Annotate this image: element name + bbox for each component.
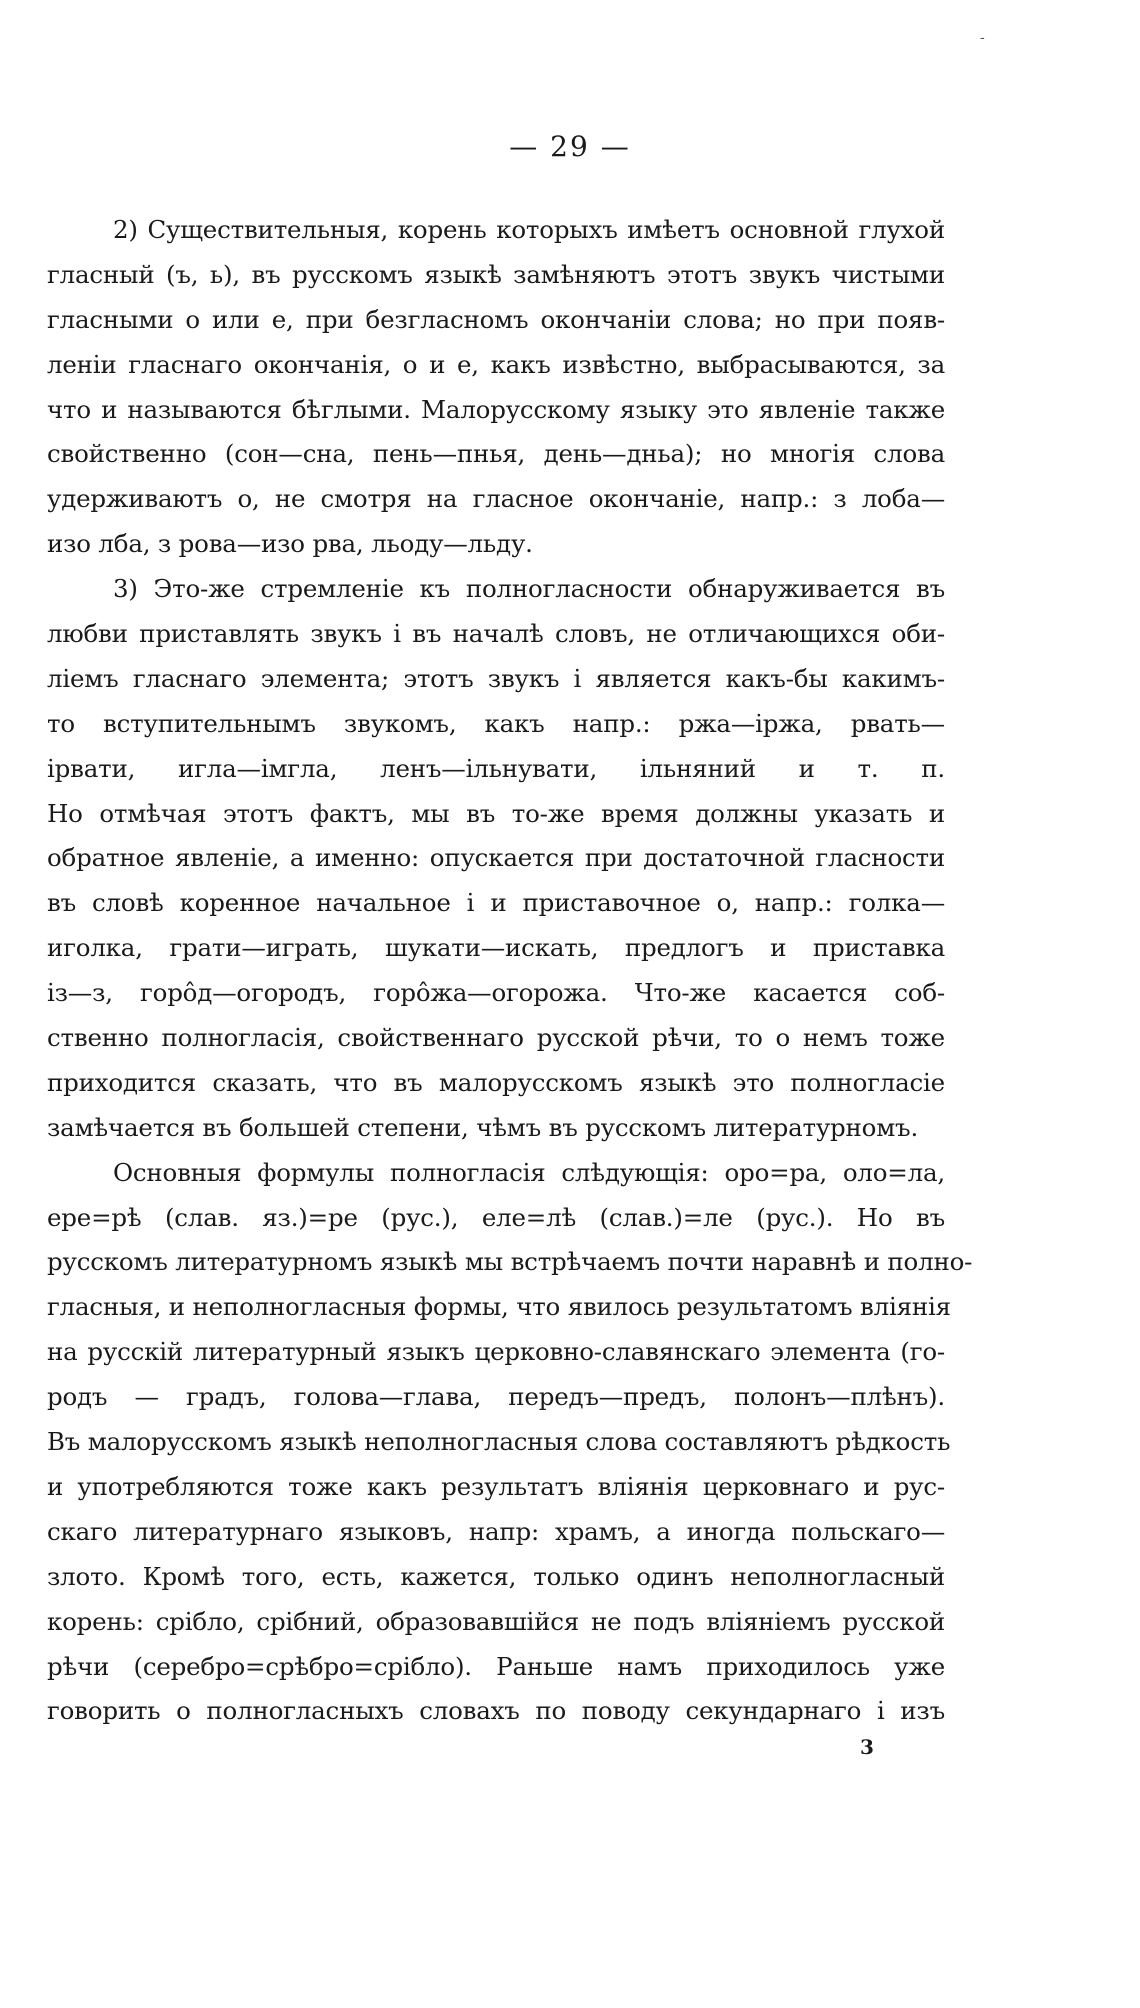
- text-line: гласныя, и неполногласныя формы, что явилось результатомъ вліянія: [47, 1292, 951, 1322]
- page-number: — 29 —: [509, 130, 631, 163]
- text-line: говорить о полногласныхъ словахъ по поводу секундарнаго і изъ: [47, 1696, 945, 1726]
- text-line: гласный (ъ, ь), въ русскомъ языкѣ замѣняютъ этотъ звукъ чистыми: [47, 259, 945, 289]
- text-line: корень: срібло, срібний, образовавшійся не подъ вліяніемъ русской: [47, 1606, 945, 1636]
- text-line: 2) Существительныя, корень которыхъ имѣетъ основной глухой: [113, 215, 945, 244]
- text-line: иголка, грати—играть, шукати—искать, предлогъ и приставка: [47, 933, 945, 963]
- signature-mark: 3: [860, 1735, 874, 1759]
- text-line: любви приставлять звукъ і въ началѣ словъ, не отличающихся оби-: [47, 619, 945, 649]
- text-line: и употребляются тоже какъ результатъ вліянія церковнаго и рус-: [47, 1471, 945, 1501]
- text-line: скаго литературнаго языковъ, напр: храмъ, а иногда польскаго—: [47, 1516, 945, 1546]
- text-line: Основныя формулы полногласія слѣдующія: оро=ра, оло=ла,: [113, 1157, 945, 1187]
- text-line: ліемъ гласнаго элемента; этотъ звукъ і является какъ-бы какимъ-: [47, 663, 945, 693]
- text-line: Въ малорусскомъ языкѣ неполногласныя слова составляютъ рѣдкость: [47, 1427, 951, 1457]
- text-line: обратное явленіе, а именно: опускается при достаточной гласности: [47, 843, 945, 873]
- text-line: въ словѣ коренное начальное і и приставочное о, напр.: голка—: [47, 888, 945, 918]
- text-line: 3) Это-же стремленіе къ полногласности обнаруживается въ: [113, 574, 945, 604]
- text-line: свойственно (сон—сна, пень—пнья, день—дньа); но многія слова: [47, 439, 945, 469]
- text-line: злото. Кромѣ того, есть, кажется, только одинъ неполногласный: [47, 1561, 945, 1591]
- text-line: на русскій литературный языкъ церковно-славянскаго элемента (го-: [47, 1337, 945, 1367]
- text-line: ственно полногласія, свойственнаго русской рѣчи, то о немъ тоже: [47, 1023, 945, 1053]
- text-line: то вступительнымъ звукомъ, какъ напр.: ржа—іржа, рвать—: [47, 708, 945, 738]
- text-line: удерживаютъ о, не смотря на гласное окончаніе, напр.: з лоба—: [47, 484, 945, 514]
- text-line: ірвати, игла—імгла, ленъ—ільнувати, ільняний и т. п.: [47, 753, 945, 783]
- text-line: Но отмѣчая этотъ фактъ, мы въ то-же время должны указать и: [47, 798, 945, 828]
- text-line: изо лба, з рова—изо рва, льоду—льду.: [47, 529, 533, 559]
- corner-mark: -: [980, 30, 985, 46]
- body-text: [47, 208, 973, 1734]
- text-line: русскомъ литературномъ языкѣ мы встрѣчаемъ почти наравнѣ и полно-: [47, 1247, 973, 1277]
- text-line: что и называются бѣглыми. Малорусскому языку это явленіе также: [47, 394, 945, 424]
- text-line: леніи гласнаго окончанія, о и е, какъ извѣстно, выбрасываются, за: [47, 349, 945, 379]
- text-line: із—з, горôд—огородъ, горôжа—огорожа. Что-же касается соб-: [47, 978, 945, 1008]
- text-line: родъ — градъ, голова—глава, передъ—предъ, полонъ—плѣнъ).: [47, 1382, 945, 1412]
- text-line: рѣчи (серебро=срѣбро=срібло). Раньше намъ приходилось уже: [47, 1651, 945, 1681]
- text-line: ере=рѣ (слав. яз.)=ре (рус.), еле=лѣ (слав.)=ле (рус.). Но въ: [47, 1202, 945, 1232]
- text-line: гласными о или е, при безгласномъ окончаніи слова; но при появ-: [47, 304, 945, 334]
- text-line: приходится сказать, что въ малорусскомъ языкѣ это полногласіе: [47, 1067, 945, 1097]
- text-line: замѣчается въ большей степени, чѣмъ въ русскомъ литературномъ.: [47, 1112, 919, 1142]
